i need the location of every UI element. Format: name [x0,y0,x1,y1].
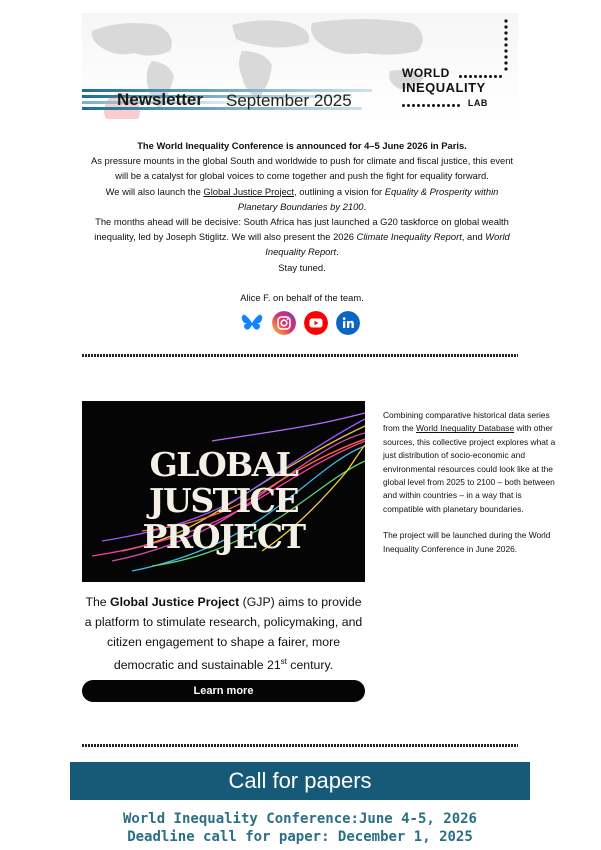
logo-dots [459,67,504,81]
newsletter-title: Newsletter [117,90,203,109]
gjp-image-title-line2: PROJECT [142,517,305,556]
linkedin-icon[interactable] [336,311,360,335]
social-icons [240,311,360,337]
bluesky-icon[interactable] [240,311,264,335]
logo-dots [402,96,462,110]
intro-paragraph: The months ahead will be decisive: South Africa has just launched a G20 taskforce on global wealth inequality, led by Joseph Stiglitz. We will also present the 2026 Climate Inequality Report, and World Inequality Report. [94,216,510,258]
logo-word-world: WORLD [402,66,450,80]
intro-paragraph: Stay tuned. [278,261,326,273]
intro-paragraph: As pressure mounts in the global South and worldwide to push for climate and fiscal justice, this event will be a catalyst for global voices to come together and push the fight for equality forward. [90,155,514,182]
logo-word-lab: LAB [467,97,488,108]
call-for-papers-banner: Call for papers [70,762,530,800]
gjp-image-title-line1: GLOBAL JUSTICE [148,445,299,520]
gjp-side-text: Combining comparative historical data series from the World Inequality Database with other sources, this collective project explores what a just distribution of socio-economic and environmental resources could look like at the global level from 2025 to 2100 – both between and within countries – in a way that is compatible with planetary boundaries. The project will be launched during the World Inequality Conference in June 2026. [383,409,563,569]
section-divider [82,744,518,747]
intro-text [90,138,514,275]
intro-headline: The World Inequality Conference is announced for 4–5 June 2026 in Paris. [137,140,467,151]
paper-deadline: Deadline call for paper: December 1, 2025 [127,829,473,845]
instagram-icon[interactable] [272,311,296,335]
newsletter-date: September 2025 [226,91,352,110]
world-inequality-database-link[interactable]: World Inequality Database [416,423,515,434]
newsletter-header [82,13,518,119]
logo-dot-column [500,17,512,77]
logo-word-inequality: INEQUALITY [402,79,486,95]
global-justice-project-link[interactable]: Global Justice Project [203,185,295,197]
gjp-launch-note: The project will be launched during the World Inequality Conference in June 2026. [383,530,551,554]
conference-dates: World Inequality Conference:June 4-5, 2026 [122,811,477,827]
intro-paragraph: We will also launch the Global Justice Project, outlining a vision for Equality & Prosperity within Planetary Boundaries by 2100. [105,185,499,212]
learn-more-button[interactable]: Learn more [82,680,365,702]
gjp-description: The Global Justice Project (GJP) aims to provide a platform to stimulate research, policymaking, and citizen engagement to shape a fairer, more democratic and sustainable 21st century. [84,595,363,673]
section-divider [82,354,518,357]
wil-logo[interactable] [402,66,512,116]
global-justice-project-image[interactable] [82,401,365,582]
youtube-icon[interactable] [304,311,328,335]
signature: Alice F. on behalf of the team. [240,292,364,303]
